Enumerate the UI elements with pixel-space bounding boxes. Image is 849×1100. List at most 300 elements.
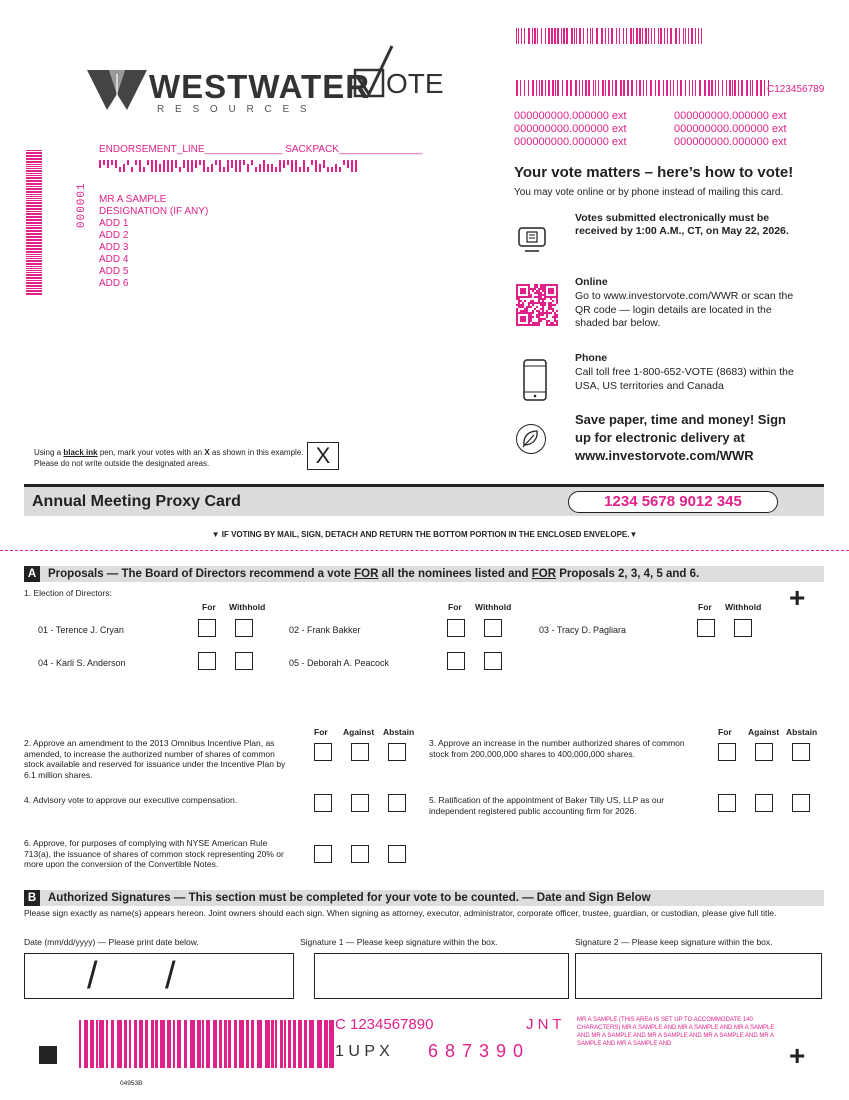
barcode-bar — [284, 1020, 286, 1068]
barcode-bar — [732, 80, 733, 96]
barcode-bar — [677, 80, 678, 96]
online-title: Online — [575, 276, 608, 288]
barcode-bar — [524, 28, 525, 44]
control-code: C 1234567890 — [335, 1016, 434, 1033]
barcode-bar — [202, 1020, 204, 1068]
barcode-bar — [171, 160, 173, 172]
sequence-code: 6 8 7 3 9 0 — [428, 1041, 525, 1061]
barcode-bar — [197, 1020, 201, 1068]
signature-2-label: Signature 2 — Please keep signature within the box. — [575, 937, 773, 947]
barcode-bar — [26, 200, 42, 201]
barcode-bar — [151, 1020, 154, 1068]
upx-code: 1 U P X — [335, 1043, 390, 1060]
proposal-2-abstain-checkbox[interactable] — [388, 743, 406, 761]
barcode-bar — [319, 164, 321, 172]
barcode-bar — [627, 80, 629, 96]
barcode-bar — [726, 80, 727, 96]
logo-mark-icon — [87, 66, 147, 114]
barcode-bar — [235, 160, 237, 172]
barcode-bar — [207, 167, 209, 172]
barcode-bar — [243, 160, 245, 165]
date-slash: / — [87, 955, 98, 997]
barcode-bar — [555, 80, 556, 96]
barcode-bar — [718, 80, 719, 96]
nominee-3-for-checkbox[interactable] — [697, 619, 715, 637]
plus-mark: + — [789, 582, 806, 613]
section-a-title: all the nominees listed and — [378, 568, 532, 580]
barcode-bar — [26, 290, 42, 292]
barcode-bar — [620, 80, 622, 96]
barcode-bar — [598, 80, 599, 96]
barcode-bar — [159, 164, 161, 172]
barcode-bar — [26, 230, 42, 232]
example-x-mark: X — [315, 443, 331, 468]
address-lines — [99, 194, 208, 290]
ink-instructions — [34, 448, 304, 469]
barcode-bar — [663, 80, 664, 96]
barcode-bar — [541, 28, 542, 44]
monitor-icon — [516, 224, 548, 252]
barcode-bar — [106, 1020, 108, 1068]
barcode-bar — [596, 28, 598, 44]
barcode-bar — [639, 80, 641, 96]
barcode-bar — [339, 167, 341, 172]
nominee-label: 04 - Karli S. Anderson — [38, 658, 126, 668]
barcode-bar — [562, 80, 563, 96]
col-for: For — [698, 602, 712, 612]
barcode-bar — [683, 28, 684, 44]
barcode-bar — [26, 258, 42, 259]
barcode-bar — [667, 28, 668, 44]
barcode-bar — [566, 80, 568, 96]
barcode-bar — [323, 160, 325, 168]
ink-note-text: pen, mark your votes with an — [97, 448, 205, 457]
barcode-bar — [283, 160, 285, 168]
card-number-pill — [568, 491, 778, 513]
phone-text: Call toll free 1-800-652-VOTE (8683) within the USA, US territories and Canada — [575, 366, 794, 392]
barcode-bar — [679, 28, 680, 44]
barcode-bar — [557, 80, 559, 96]
endorsement-line: ENDORSEMENT_LINE______________ SACKPACK_______________ — [99, 144, 423, 155]
barcode-bar — [26, 205, 42, 207]
barcode-bar — [639, 28, 641, 44]
signing-instructions: Please sign exactly as name(s) appears hereon. Joint owners should each sign. When signing as attorney, executor, administrator, corporate officer, trustee, guardian, or custodian, please give full title. — [24, 908, 777, 918]
barcode-bar — [579, 28, 581, 44]
proposal-3-against-checkbox[interactable] — [755, 743, 773, 761]
ink-note-text: Using a — [34, 448, 64, 457]
barcode-bar — [579, 80, 580, 96]
barcode-bar — [664, 28, 665, 44]
barcode-bar — [96, 1020, 98, 1068]
address-line: ADD 1 — [99, 218, 129, 229]
barcode-bar — [90, 1020, 94, 1068]
barcode-bar — [327, 167, 329, 172]
barcode-bar — [675, 28, 677, 44]
barcode-bar — [26, 254, 42, 255]
perforation-line — [0, 550, 849, 551]
barcode-bar — [255, 167, 257, 172]
election-label: 1. Election of Directors: — [24, 588, 112, 598]
detach-instructions: ▼ IF VOTING BY MAIL, SIGN, DETACH AND RETURN THE BOTTOM PORTION IN THE ENCLOSED ENVELOPE.▼ — [211, 530, 638, 539]
barcode-bar — [26, 164, 42, 165]
online-text: Go to www.investorvote.com/WWR or scan the QR code — login details are located in the shaded bar below. — [575, 290, 794, 329]
barcode-bar — [648, 28, 649, 44]
barcode-bar — [592, 28, 593, 44]
section-a-for: FOR — [531, 568, 557, 580]
barcode-bar — [151, 160, 153, 172]
barcode-bar — [213, 1020, 217, 1068]
sample-name-area: MR A SAMPLE (THIS AREA IS SET UP TO ACCOMMODATE 140 CHARACTERS) MR A SAMPLE AND MR A SAMPLE AND MR A SAMPLE AND MR A SAMPLE AND MR A SAMPLE AND MR A SAMPLE AND MR A SAMPLE AND MR A SAMPLE AND — [577, 1017, 775, 1047]
barcode-bar — [299, 167, 301, 172]
barcode-bar — [107, 160, 109, 168]
barcode-vertical — [26, 150, 42, 296]
barcode-bar — [26, 266, 42, 267]
ext-line: 000000000.000000 ext — [514, 123, 627, 135]
barcode-bar — [134, 1020, 137, 1068]
barcode-bar — [539, 80, 540, 96]
barcode-bar — [595, 80, 596, 96]
barcode-bar — [26, 191, 42, 193]
barcode-bar — [708, 80, 710, 96]
barcode-bar — [26, 186, 42, 187]
barcode-bar — [293, 1020, 296, 1068]
barcode-bar — [646, 80, 647, 96]
barcode-bar — [304, 1020, 307, 1068]
barcode-bar — [26, 233, 42, 235]
barcode-bar — [26, 222, 42, 224]
col-withhold: Withhold — [475, 602, 512, 612]
barcode-bar — [139, 160, 141, 172]
electronic-deadline: Votes submitted electronically must be received by 1:00 A.M., CT, on May 22, 2026. — [575, 212, 789, 237]
section-a-label: A — [24, 566, 40, 582]
example-mark-box — [307, 442, 339, 470]
section-b-label: B — [24, 890, 40, 906]
barcode-bar — [145, 1020, 148, 1068]
barcode-bar — [127, 160, 129, 165]
proposal-2-against-checkbox[interactable] — [351, 743, 369, 761]
barcode-bar — [135, 160, 137, 165]
vote-info-title: Your vote matters – here’s how to vote! — [514, 164, 794, 181]
barcode-bar — [228, 1020, 231, 1068]
barcode-bar — [588, 80, 590, 96]
barcode-bar — [670, 28, 672, 44]
barcode-bar — [211, 164, 213, 172]
barcode-bar — [692, 80, 693, 96]
barcode-bar — [160, 1020, 165, 1068]
nominee-2-for-checkbox[interactable] — [447, 619, 465, 637]
barcode-bar — [695, 28, 696, 44]
barcode-bar — [545, 28, 546, 44]
phone-title: Phone — [575, 352, 608, 364]
col-against: Against — [748, 727, 780, 737]
ext-line: 000000000.000000 ext — [674, 110, 787, 122]
barcode-bar — [528, 80, 529, 96]
barcode-bar — [590, 28, 591, 44]
barcode-bar — [287, 160, 289, 165]
barcode-bar — [280, 1020, 283, 1068]
barcode-bar — [26, 293, 42, 295]
barcode-bar — [655, 80, 656, 96]
address-line: ADD 2 — [99, 230, 129, 241]
proposal-6: 6. Approve, for purposes of complying with NYSE American Rule 713(a), the issuance of shares of common stock representing 20% or more upon the conversion of the Convertible Notes. — [24, 838, 284, 869]
barcode-bar — [111, 160, 113, 165]
proposal-3-abstain-checkbox[interactable] — [792, 743, 810, 761]
nominee-1-withhold-checkbox[interactable] — [235, 619, 253, 637]
section-b-header — [24, 890, 824, 906]
barcode-bar — [570, 80, 572, 96]
proposal-6-for-checkbox[interactable] — [314, 845, 332, 863]
vote-logo — [352, 44, 442, 104]
barcode-bar — [26, 219, 42, 221]
barcode-bar — [26, 213, 42, 215]
barcode-bar — [711, 80, 713, 96]
barcode-bar — [331, 167, 333, 172]
barcode-bar — [554, 28, 556, 44]
barcode-bar — [124, 1020, 127, 1068]
nominee-2-withhold-checkbox[interactable] — [484, 619, 502, 637]
barcode-bar — [26, 158, 42, 160]
barcode-bar — [271, 1020, 274, 1068]
barcode-bar — [552, 80, 554, 96]
barcode-bar — [271, 164, 273, 172]
barcode-bar — [315, 160, 317, 172]
barcode-bar — [26, 239, 42, 241]
barcode-bar — [26, 168, 42, 169]
section-a-header — [24, 566, 824, 582]
barcode-bar — [680, 80, 682, 96]
barcode-bar — [26, 225, 42, 226]
barcode-bar — [199, 160, 201, 165]
barcode-bar — [633, 28, 634, 44]
barcode-bar — [26, 211, 42, 212]
barcode-bar — [26, 170, 42, 172]
barcode-bar — [117, 1020, 122, 1068]
barcode-bar — [155, 160, 157, 172]
proposal-5-abstain-checkbox[interactable] — [792, 794, 810, 812]
barcode-bar — [275, 1020, 277, 1068]
barcode-bar — [689, 80, 690, 96]
barcode-bar — [563, 28, 565, 44]
col-withhold: Withhold — [725, 602, 762, 612]
vote-logo-text: OTE — [386, 68, 444, 99]
barcode-bar — [611, 28, 613, 44]
date-label: Date (mm/dd/yyyy) — Please print date below. — [24, 937, 199, 947]
nominee-1-for-checkbox[interactable] — [198, 619, 216, 637]
proposal-3-for-checkbox[interactable] — [718, 743, 736, 761]
barcode-bar — [685, 80, 686, 96]
col-for: For — [314, 727, 328, 737]
barcode-bar — [734, 80, 736, 96]
barcode-bar — [179, 167, 181, 172]
barcode-bar — [311, 160, 313, 165]
barcode-bar — [582, 80, 583, 96]
barcode-bar — [219, 160, 221, 172]
barcode-bar — [26, 277, 42, 279]
barcode-bar — [583, 28, 584, 44]
barcode-bar — [111, 1020, 114, 1068]
nominee-5-withhold-checkbox[interactable] — [484, 652, 502, 670]
barcode-bar — [257, 1020, 262, 1068]
barcode-bar — [167, 1020, 171, 1068]
barcode-bar — [26, 285, 42, 287]
proposal-6-against-checkbox[interactable] — [351, 845, 369, 863]
proposal-5: 5. Ratification of the appointment of Baker Tilly US, LLP as our independent registered public accounting firm for 2026. — [429, 795, 665, 816]
barcode-bar — [636, 28, 638, 44]
nominee-label: 05 - Deborah A. Peacock — [289, 658, 390, 668]
barcode-bar — [99, 1020, 104, 1068]
barcode-bar — [643, 80, 644, 96]
barcode-bar — [654, 28, 655, 44]
barcode-bar — [701, 28, 702, 44]
proposal-5-against-checkbox[interactable] — [755, 794, 773, 812]
date-field[interactable] — [24, 953, 294, 999]
barcode-bar — [147, 160, 149, 165]
barcode-bar — [298, 1020, 302, 1068]
signature-1-field[interactable] — [314, 953, 569, 999]
barcode-bar — [575, 80, 577, 96]
barcode-bar — [623, 80, 625, 96]
leaf-icon — [516, 424, 546, 454]
barcode-bar — [660, 28, 662, 44]
barcode-bar — [516, 80, 518, 96]
barcode-bar — [26, 173, 42, 174]
barcode-bar — [206, 1020, 210, 1068]
barcode-bar — [26, 245, 42, 247]
barcode-bar — [756, 80, 758, 96]
barcode-bar — [307, 167, 309, 172]
proposal-6-abstain-checkbox[interactable] — [388, 845, 406, 863]
barcode-bar — [670, 80, 671, 96]
barcode-bar — [143, 167, 145, 172]
proposal-5-for-checkbox[interactable] — [718, 794, 736, 812]
barcode-bar — [685, 28, 686, 44]
barcode-bar — [335, 164, 337, 172]
barcode-bar — [26, 202, 42, 204]
barcode-bar — [650, 80, 652, 96]
barcode-bar — [351, 160, 353, 172]
barcode-bar — [324, 1020, 328, 1068]
barcode-bar — [715, 80, 716, 96]
card-title: Annual Meeting Proxy Card — [32, 493, 241, 510]
nominee-3-withhold-checkbox[interactable] — [734, 619, 752, 637]
barcode-bar — [557, 28, 559, 44]
barcode-bar — [571, 28, 573, 44]
control-id: C123456789 — [767, 84, 825, 95]
nominee-5-for-checkbox[interactable] — [447, 652, 465, 670]
ink-note-text: Please do not write outside the designated areas. — [34, 458, 210, 468]
proposal-2-for-checkbox[interactable] — [314, 743, 332, 761]
barcode-bar — [608, 80, 610, 96]
barcode-bar — [223, 167, 225, 172]
barcode-bar — [645, 28, 647, 44]
nominee-4-withhold-checkbox[interactable] — [235, 652, 253, 670]
proposal-4-against-checkbox[interactable] — [351, 794, 369, 812]
barcode-bar — [26, 227, 42, 229]
barcode-bar — [303, 160, 305, 172]
section-b-title: Authorized Signatures — This section must be completed for your vote to be counted. — Date and Sign Below — [48, 892, 651, 904]
sequence-number: 000001 — [76, 182, 88, 228]
barcode-bar — [251, 1020, 254, 1068]
barcode-bar — [139, 1020, 143, 1068]
barcode-bar — [239, 1020, 244, 1068]
barcode-bar — [658, 80, 660, 96]
col-for: For — [202, 602, 216, 612]
barcode-bar — [259, 164, 261, 172]
address-line: ADD 3 — [99, 242, 129, 253]
barcode-bar — [267, 164, 269, 172]
barcode-bar — [760, 80, 762, 96]
barcode-bar — [26, 282, 42, 284]
barcode-bar — [291, 160, 293, 172]
barcode-control — [516, 80, 770, 96]
barcode-bar — [26, 251, 42, 253]
barcode-bar — [99, 160, 101, 168]
barcode-bar — [167, 160, 169, 172]
barcode-bar — [605, 28, 606, 44]
barcode-bar — [26, 248, 42, 250]
proposal-4: 4. Advisory vote to approve our executive compensation. — [24, 795, 238, 805]
barcode-bar — [738, 80, 739, 96]
form-code: 04953B — [120, 1080, 143, 1087]
nominee-label: 01 - Terence J. Cryan — [38, 625, 124, 635]
barcode-bar — [131, 167, 133, 172]
barcode-bar — [26, 263, 42, 265]
barcode-bar — [704, 80, 706, 96]
logo-subtitle: R E S O U R C E S — [157, 104, 311, 115]
barcode-bar — [541, 80, 543, 96]
barcode-bar — [612, 80, 613, 96]
barcode-bar — [163, 160, 165, 172]
card-number: 1234 5678 9012 345 — [604, 493, 742, 510]
barcode-bar — [355, 160, 357, 172]
address-line: ADD 4 — [99, 254, 129, 265]
barcode-bar — [183, 160, 185, 168]
proposal-4-abstain-checkbox[interactable] — [388, 794, 406, 812]
barcode-bar — [608, 28, 609, 44]
barcode-bar — [764, 80, 765, 96]
qr-code-icon — [516, 284, 558, 326]
barcode-bar — [524, 80, 525, 96]
barcode-bar — [26, 216, 42, 218]
nominee-4-for-checkbox[interactable] — [198, 652, 216, 670]
barcode-bar — [520, 80, 521, 96]
col-for: For — [448, 602, 462, 612]
card-title-bar — [24, 484, 824, 516]
barcode-bar — [231, 160, 233, 168]
barcode-bar — [673, 80, 674, 96]
barcode-bar — [729, 80, 731, 96]
ink-note-emphasis: black ink — [63, 448, 98, 457]
barcode-bar — [247, 164, 249, 172]
barcode-bar — [84, 1020, 88, 1068]
nominee-label: 02 - Frank Bakker — [289, 625, 361, 635]
barcode-bar — [576, 28, 577, 44]
barcode-bar — [545, 80, 546, 96]
phone-icon — [522, 358, 548, 402]
barcode-bar — [26, 183, 42, 185]
barcode-bar — [26, 272, 42, 273]
footer-barcode — [79, 1020, 337, 1068]
barcode-bar — [195, 160, 197, 168]
barcode-bar — [265, 1020, 270, 1068]
signature-2-field[interactable] — [575, 953, 822, 999]
barcode-bar — [651, 28, 652, 44]
plus-mark: + — [789, 1040, 806, 1071]
proposal-4-for-checkbox[interactable] — [314, 794, 332, 812]
barcode-bar — [536, 80, 537, 96]
barcode-bar — [750, 80, 751, 96]
section-a-for: FOR — [354, 568, 379, 580]
